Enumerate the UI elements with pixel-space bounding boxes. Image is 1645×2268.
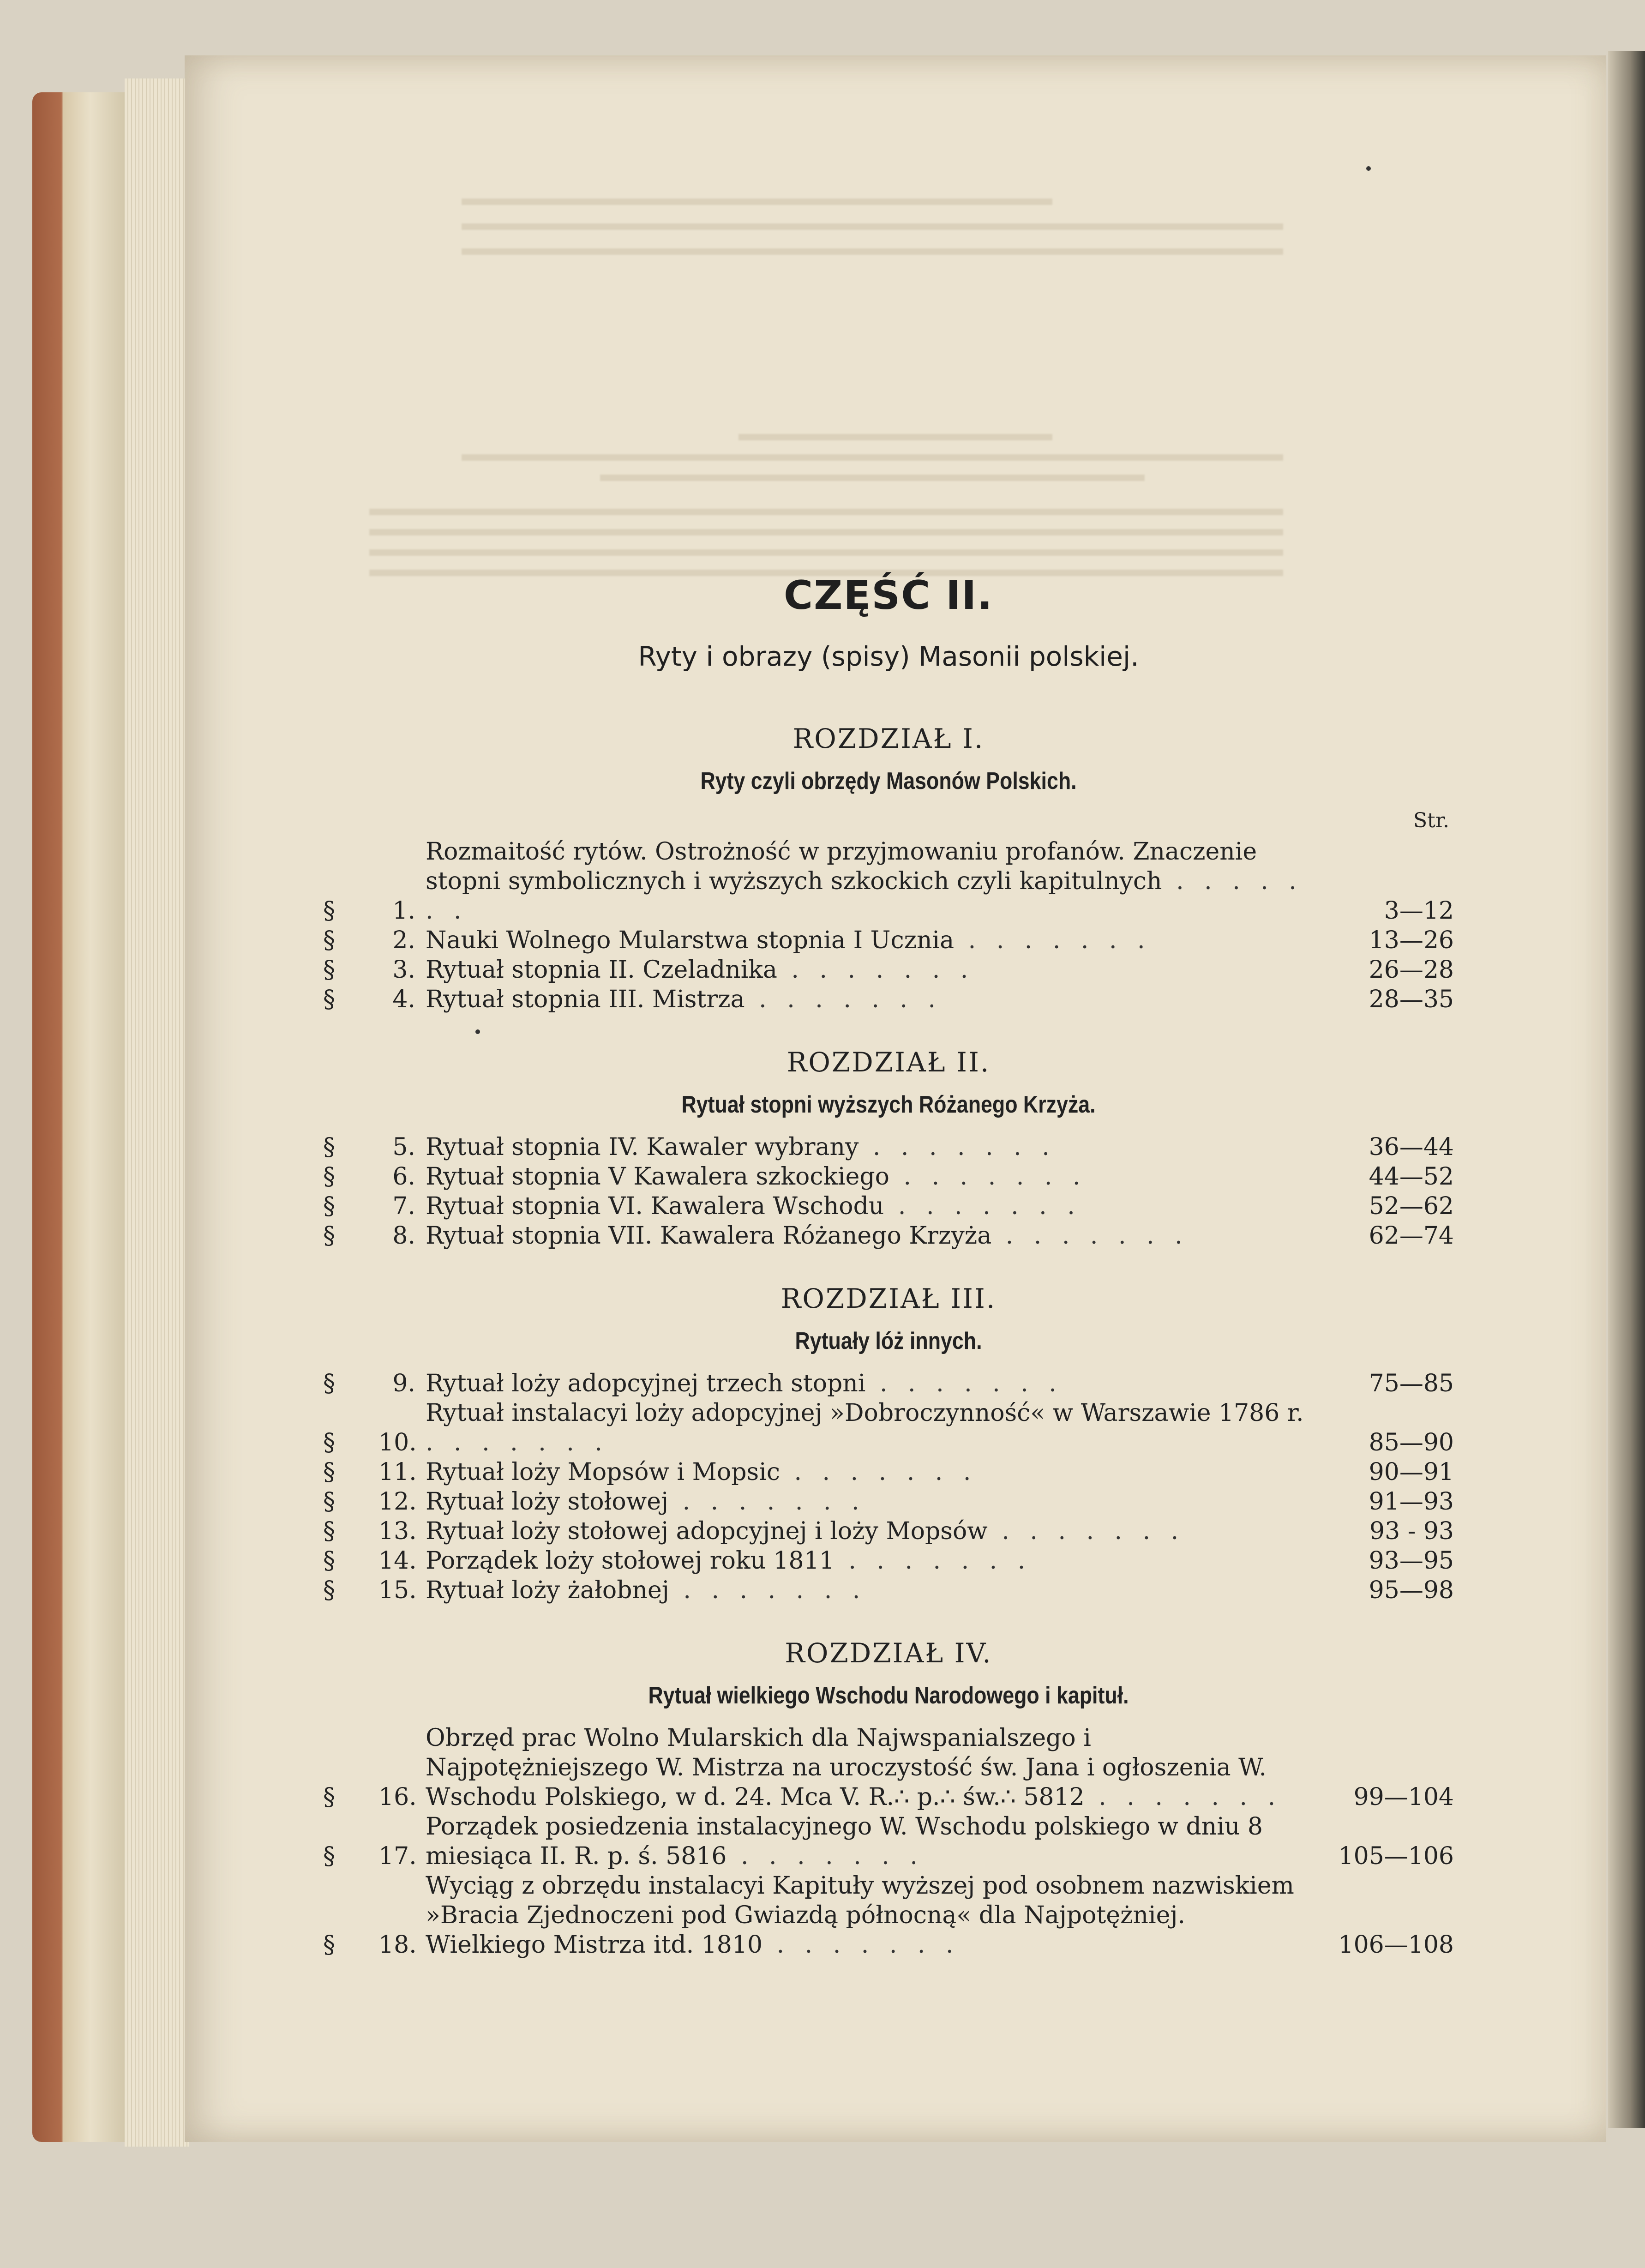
chapter-subtitle: Rytuały lóż innych. (795, 1328, 982, 1354)
part-subtitle: Ryty i obrazy (spisy) Masonii polskiej. (638, 641, 1139, 672)
toc-entry (323, 1576, 1454, 1605)
entry-number: 17. (378, 1842, 417, 1870)
entry-title-text: Porządek posiedzenia instalacyjnego W. Wschodu polskiego w dniu 8 miesiąca II. R. p. ś. 5816 (426, 1813, 1263, 1870)
toc-entry (323, 1487, 1454, 1516)
entry-title (426, 1132, 1306, 1162)
section-sign: § (323, 1842, 335, 1870)
entry-number: 7. (392, 1192, 415, 1220)
entry-number: 1. (392, 897, 415, 925)
leader-dots: . . . . . . . (762, 1931, 960, 1959)
page-range: 90—91 (1369, 1458, 1454, 1486)
ink-speck (1366, 166, 1371, 171)
toc-entry (323, 1162, 1454, 1191)
entry-title (426, 1398, 1306, 1457)
section-sign: § (323, 1458, 335, 1486)
entry-title (426, 1487, 1306, 1516)
toc-entry (323, 1546, 1454, 1576)
page-range: 106—108 (1338, 1931, 1454, 1959)
entry-title-text: Porządek loży stołowej roku 1811 (426, 1547, 835, 1575)
entry-title (426, 837, 1306, 926)
toc-entry (323, 1516, 1454, 1546)
section-sign: § (323, 1133, 335, 1161)
entry-title-text: Rytuał instalacyi loży adopcyjnej »Dobroczynność« w Warszawie 1786 r. (426, 1399, 1304, 1427)
page-stack (125, 78, 189, 2147)
chapter-heading: ROZDZIAŁ IV. (785, 1637, 992, 1669)
leader-dots: . . . . . . . (991, 1222, 1189, 1250)
entry-number: 4. (392, 986, 415, 1013)
leader-dots: . . . . . . . (954, 926, 1152, 954)
entry-title (426, 926, 1306, 955)
entry-number: 12. (378, 1488, 417, 1516)
entry-number: 15. (378, 1576, 417, 1604)
chapter-heading: ROZDZIAŁ II. (786, 1047, 991, 1078)
entry-number: 2. (392, 926, 415, 954)
toc-entry (323, 985, 1454, 1014)
entry-title (426, 1457, 1306, 1487)
leader-dots: . . . . . . . (780, 1458, 978, 1486)
entry-title (426, 1812, 1306, 1871)
entry-number: 8. (392, 1222, 415, 1250)
entry-title-text: Rytuał stopnia VI. Kawalera Wschodu (426, 1192, 884, 1220)
chapter-subtitle: Ryty czyli obrzędy Masonów Polskich. (700, 768, 1077, 794)
book-right-edge (1608, 51, 1645, 2128)
page-range: 13—26 (1369, 926, 1454, 954)
page-range: 44—52 (1369, 1163, 1454, 1191)
entry-title-text: Rozmaitość rytów. Ostrożność w przyjmowaniu profanów. Znaczenie stopni symbolicznych i wyższych szkockich czyli kapitulnych (426, 838, 1257, 895)
toc-entry (323, 1398, 1454, 1457)
page-range: 62—74 (1369, 1222, 1454, 1250)
entry-number: 3. (392, 956, 415, 984)
toc-entry (323, 1369, 1454, 1398)
entry-number: 5. (392, 1133, 415, 1161)
page-range: 36—44 (1369, 1133, 1454, 1161)
leader-dots: . . . . . . . (668, 1488, 866, 1516)
leader-dots: . . . . . . . (884, 1192, 1081, 1220)
toc-entry (323, 1457, 1454, 1487)
entry-title (426, 1162, 1306, 1191)
toc-entry (323, 1221, 1454, 1251)
part-title: CZĘŚĆ II. (784, 572, 993, 619)
entry-title (426, 1369, 1306, 1398)
entry-title (426, 1546, 1306, 1576)
chapter-3 (323, 1283, 1454, 1605)
chapter-heading: ROZDZIAŁ III. (780, 1283, 997, 1314)
leader-dots: . . . . . . . (834, 1547, 1032, 1575)
section-sign: § (323, 1783, 335, 1811)
show-through-lines (185, 199, 1606, 208)
entry-title-text: Rytuał loży Mopsów i Mopsic (426, 1458, 780, 1486)
chapter-subtitle: Rytuał stopni wyższych Różanego Krzyża. (681, 1091, 1096, 1118)
entry-title-text: Obrzęd prac Wolno Mularskich dla Najwspanialszego i Najpotężniejszego W. Mistrza na uroczystość św. Jana i ogłoszenia W. Wschodu Polskiego, w d. 24. Mca V. R.∴ p.∴ św.∴ 5812 (426, 1724, 1267, 1811)
book-cover-edge (32, 92, 129, 2142)
entry-number: 10. (378, 1429, 417, 1456)
toc-entry (323, 926, 1454, 955)
section-sign: § (323, 1222, 335, 1250)
leader-dots: . . . . . . . (726, 1842, 924, 1870)
leader-dots: . . . . . . . (865, 1370, 1063, 1397)
entry-number: 16. (378, 1783, 417, 1811)
section-sign: § (323, 897, 335, 925)
entry-title (426, 1576, 1306, 1605)
chapter-4 (323, 1637, 1454, 1960)
entry-title-text: Rytuał stopnia V Kawalera szkockiego (426, 1163, 889, 1191)
section-sign: § (323, 1163, 335, 1191)
leader-dots: . . . . . . . (426, 1429, 609, 1456)
page-range: 52—62 (1369, 1192, 1454, 1220)
toc-entry (323, 1812, 1454, 1871)
entry-title (426, 1221, 1306, 1251)
chapter-2 (323, 1047, 1454, 1251)
section-sign: § (323, 1931, 335, 1959)
page-range: 93—95 (1369, 1547, 1454, 1575)
leader-dots: . . . . . . . (744, 986, 943, 1013)
page-range: 91—93 (1369, 1488, 1454, 1516)
entry-number: 18. (378, 1931, 417, 1959)
entry-number: 6. (392, 1163, 415, 1191)
toc-entry (323, 837, 1454, 926)
table-of-contents (323, 572, 1454, 1992)
leader-dots: . . . . . . . (777, 956, 975, 984)
entry-title (426, 1191, 1306, 1221)
section-sign: § (323, 1370, 335, 1397)
section-sign: § (323, 1517, 335, 1545)
leader-dots: . . . . . . . (669, 1576, 867, 1604)
page-range: 26—28 (1369, 956, 1454, 984)
chapter-list (323, 723, 1454, 1960)
leader-dots: . . . . . . . (889, 1163, 1087, 1191)
section-sign: § (323, 1192, 335, 1220)
entry-title (426, 1723, 1306, 1812)
leader-dots: . . . . . . . (859, 1133, 1056, 1161)
entry-title-text: Rytuał stopnia IV. Kawaler wybrany (426, 1133, 859, 1161)
entry-title-text: Rytuał stopnia II. Czeladnika (426, 956, 777, 984)
page-range: 28—35 (1369, 986, 1454, 1013)
toc-entry (323, 1723, 1454, 1812)
section-sign: § (323, 926, 335, 954)
section-sign: § (323, 956, 335, 984)
chapter-heading: ROZDZIAŁ I. (792, 723, 985, 754)
toc-entry (323, 1871, 1454, 1960)
page-range: 95—98 (1369, 1576, 1454, 1604)
section-sign: § (323, 1547, 335, 1575)
leader-dots: . . . . . . . (1084, 1783, 1282, 1811)
entry-title (426, 1871, 1306, 1960)
entry-title (426, 1516, 1306, 1546)
page-range: 75—85 (1369, 1370, 1454, 1397)
entry-number: 14. (378, 1547, 417, 1575)
page-range: 85—90 (1369, 1429, 1454, 1456)
entry-title-text: Wyciąg z obrzędu instalacyi Kapituły wyższej pod osobnem nazwiskiem »Bracia Zjednoczeni pod Gwiazdą północną« dla Najpotężniej. Wielkiego Mistrza itd. 1810 (426, 1872, 1294, 1959)
page-range: 3—12 (1384, 897, 1454, 925)
entry-title-text: Rytuał loży stołowej (426, 1488, 669, 1516)
entry-title-text: Rytuał loży żałobnej (426, 1576, 669, 1604)
entry-title-text: Nauki Wolnego Mularstwa stopnia I Ucznia (426, 926, 955, 954)
leader-dots: . . . . . . . (987, 1517, 1185, 1545)
chapter-1 (323, 723, 1454, 1014)
page-range: 93 - 93 (1369, 1517, 1454, 1545)
show-through-lines-2 (185, 434, 1606, 590)
entry-number: 9. (392, 1370, 415, 1397)
toc-entry (323, 1132, 1454, 1162)
section-sign: § (323, 1576, 335, 1604)
entry-title (426, 955, 1306, 985)
section-sign: § (323, 1488, 335, 1516)
page-range: 99—104 (1353, 1783, 1454, 1811)
entry-title-text: Rytuał stopnia III. Mistrza (426, 986, 745, 1013)
section-sign: § (323, 1429, 335, 1456)
entry-number: 13. (378, 1517, 417, 1545)
entry-number: 11. (378, 1458, 417, 1486)
section-sign: § (323, 986, 335, 1013)
page-column-label: Str. (1413, 809, 1449, 832)
leader-dots: . . . . . . . (426, 867, 1303, 925)
entry-title-text: Rytuał loży stołowej adopcyjnej i loży Mopsów (426, 1517, 988, 1545)
page-range: 105—106 (1338, 1842, 1454, 1870)
entry-title-text: Rytuał loży adopcyjnej trzech stopni (426, 1370, 866, 1397)
entry-title (426, 985, 1306, 1014)
entry-title-text: Rytuał stopnia VII. Kawalera Różanego Krzyża (426, 1222, 992, 1250)
chapter-subtitle: Rytuał wielkiego Wschodu Narodowego i kapituł. (648, 1682, 1129, 1709)
toc-entry (323, 1191, 1454, 1221)
toc-entry (323, 955, 1454, 985)
